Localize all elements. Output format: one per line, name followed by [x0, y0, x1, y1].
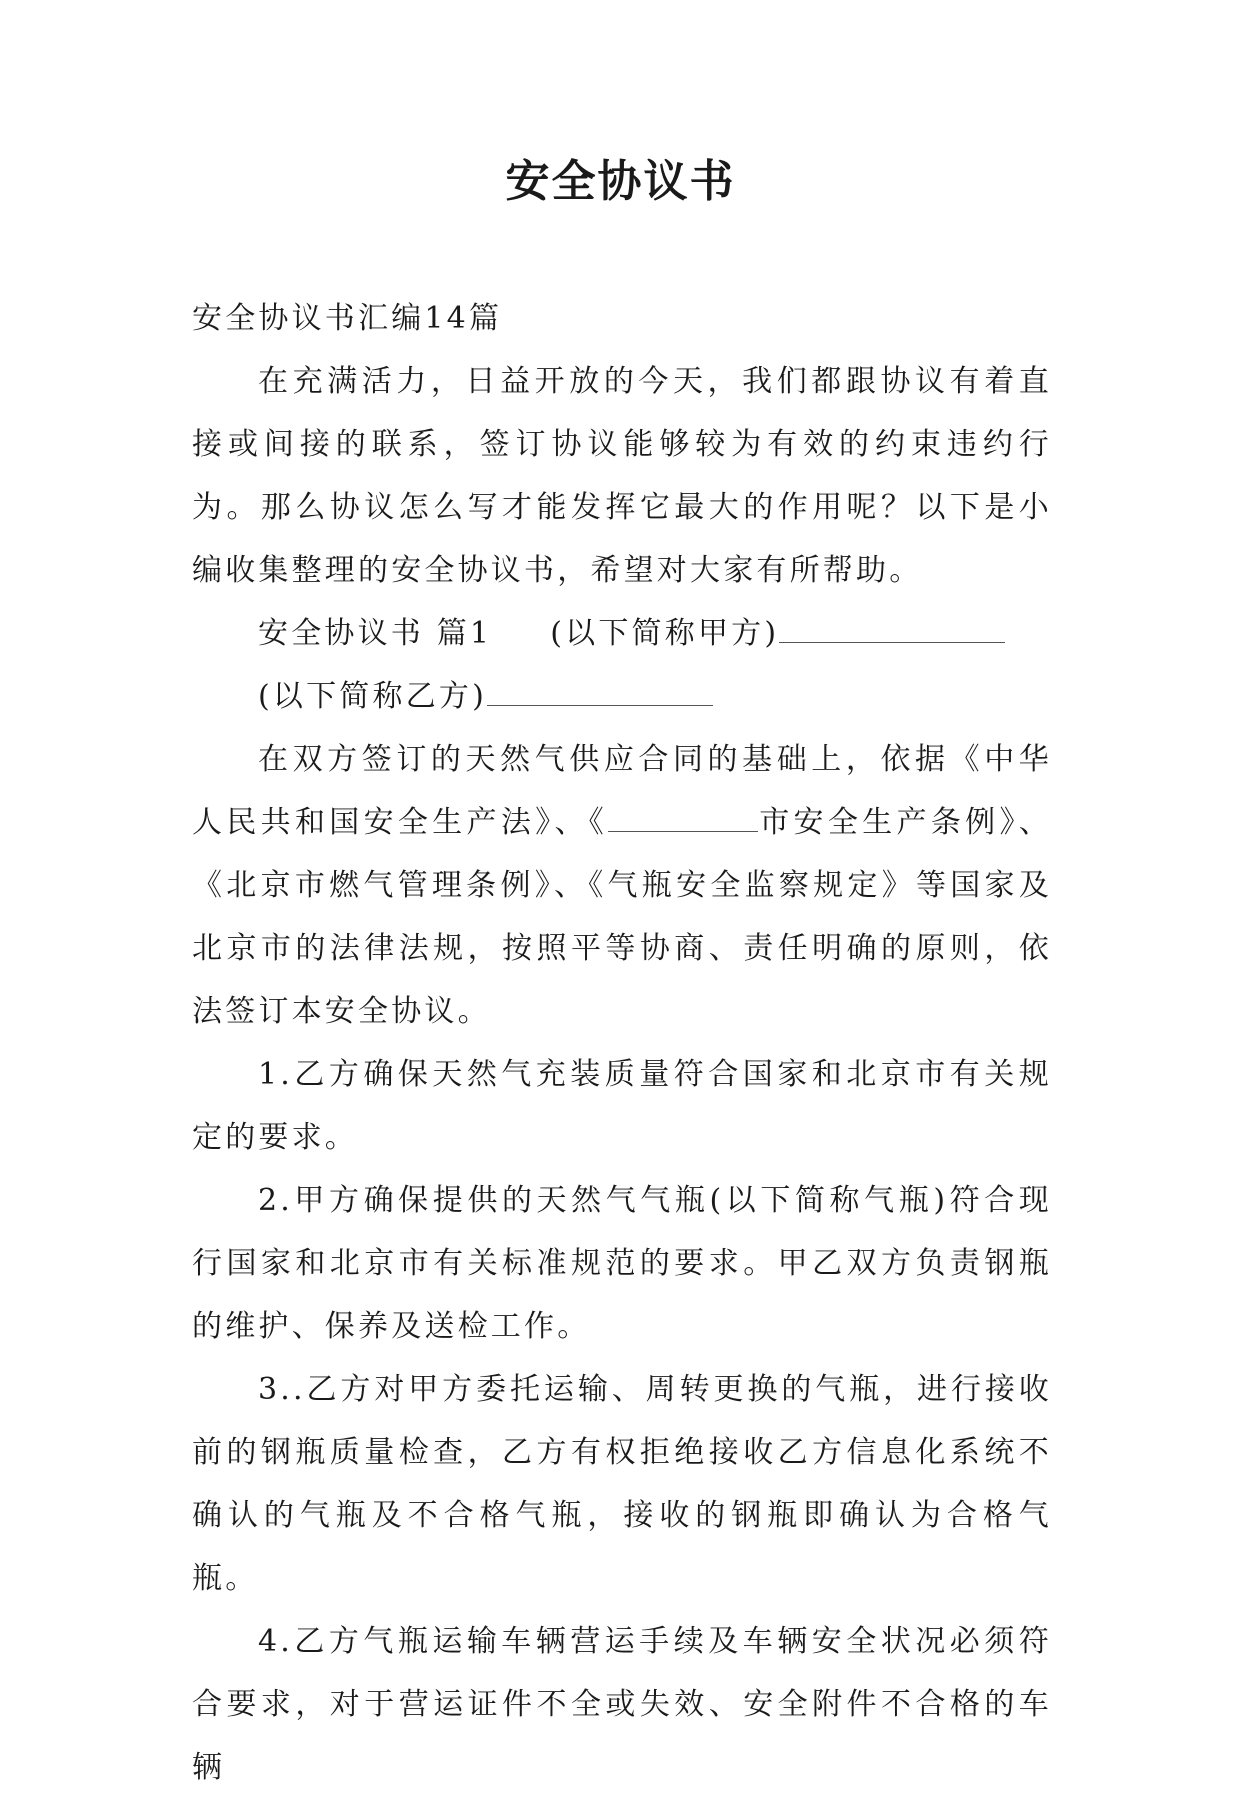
basis-text-end: 市安全生产条例》、《北京市燃气管理条例》、《气瓶安全监察规定》等国家及北京市的法律法规，按照平等协商、责任明确的原则，依法签订本安全协议。 — [192, 805, 1052, 1029]
party-a-label: (以下简称甲方) — [550, 616, 780, 651]
document-body — [192, 287, 1052, 1799]
party-b-line — [192, 665, 1052, 728]
basis-text-start: 在双方签订的天然气供应合同的基础上，依据《中华人民共和国安全生产法》、《 — [192, 742, 1052, 840]
basis-paragraph — [192, 728, 1052, 1043]
clause-3: 3..乙方对甲方委托运输、周转更换的气瓶，进行接收前的钢瓶质量检查，乙方有权拒绝接收乙方信息化系统不确认的气瓶及不合格气瓶，接收的钢瓶即确认为合格气瓶。 — [192, 1372, 1052, 1596]
section-heading: 安全协议书 篇1 — [258, 616, 493, 651]
city-blank — [608, 801, 758, 832]
clause-1: 1.乙方确保天然气充装质量符合国家和北京市有关规定的要求。 — [192, 1057, 1052, 1155]
document-subtitle: 安全协议书汇编14篇 — [192, 301, 503, 336]
party-b-blank — [487, 675, 713, 706]
party-a-blank — [779, 612, 1005, 643]
clause-2: 2.甲方确保提供的天然气气瓶(以下简称气瓶)符合现行国家和北京市有关标准规范的要求。甲乙双方负责钢瓶的维护、保养及送检工作。 — [192, 1183, 1052, 1344]
intro-paragraph: 在充满活力，日益开放的今天，我们都跟协议有着直接或间接的联系，签订协议能够较为有效的约束违约行为。那么协议怎么写才能发挥它最大的作用呢？以下是小编收集整理的安全协议书，希望对大家有所帮助。 — [192, 364, 1052, 588]
clause-4: 4.乙方气瓶运输车辆营运手续及车辆安全状况必须符合要求，对于营运证件不全或失效、安全附件不合格的车辆 — [192, 1624, 1052, 1785]
party-b-label: (以下简称乙方) — [258, 679, 488, 714]
document-title: 安全协议书 — [505, 156, 736, 207]
section-heading-line — [192, 602, 1052, 665]
